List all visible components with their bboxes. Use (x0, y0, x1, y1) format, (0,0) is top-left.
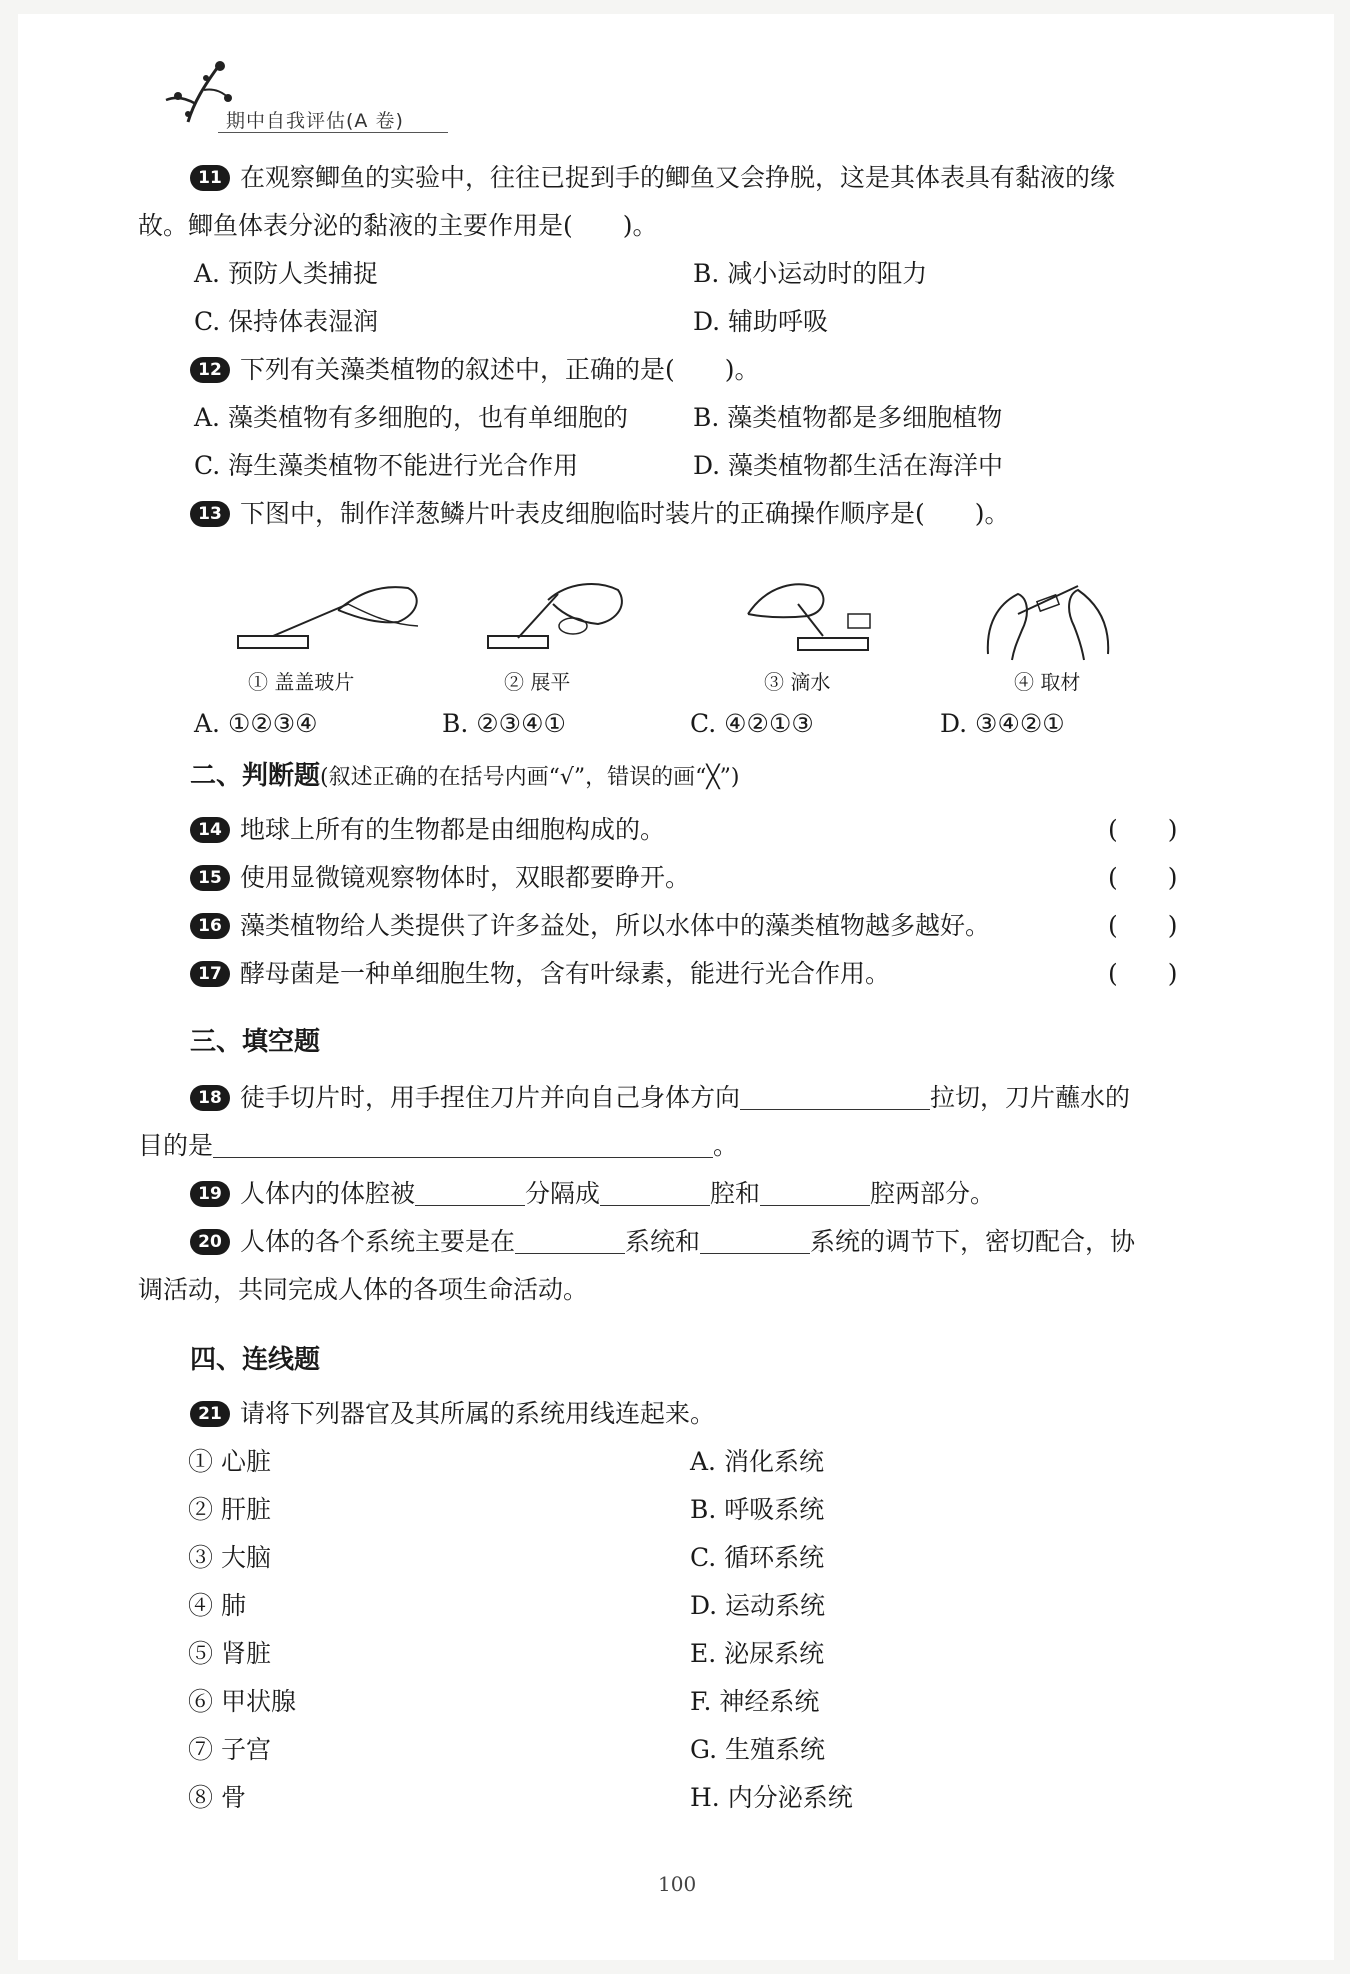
organ-4[interactable]: ④ 肺 (188, 1591, 246, 1620)
q13-line: 13 下图中，制作洋葱鳞片叶表皮细胞临时装片的正确操作顺序是( )。 (190, 496, 1010, 532)
q11-line1: 11 在观察鲫鱼的实验中，往往已捉到手的鲫鱼又会挣脱，这是其体表具有黏液的缘 (190, 160, 1115, 196)
q11-line2: 故。鲫鱼体表分泌的黏液的主要作用是( )。 (138, 211, 658, 240)
figure-label-4: ④ 取材 (1014, 670, 1081, 694)
system-h[interactable]: H. 内分泌系统 (690, 1783, 853, 1812)
organ-8[interactable]: ⑧ 骨 (188, 1783, 246, 1812)
q13-number: 13 (190, 501, 230, 527)
page-header (158, 52, 458, 142)
q21-line: 21 请将下列器官及其所属的系统用线连起来。 (190, 1396, 715, 1432)
section-4-heading: 四、连线题 (190, 1345, 321, 1375)
page-number: 100 (658, 1872, 697, 1896)
q11-option-c: C. 保持体表湿润 (194, 307, 379, 336)
q12-number: 12 (190, 357, 230, 383)
system-b[interactable]: B. 呼吸系统 (690, 1495, 825, 1524)
q13-option-a: A. ①②③④ (194, 709, 318, 738)
q11-number: 11 (190, 165, 230, 191)
q20-line1: 20 人体的各个系统主要是在 系统和 系统的调节下，密切配合，协 (190, 1224, 1135, 1260)
q11-option-a: A. 预防人类捕捉 (194, 259, 378, 288)
figure-label-3: ③ 滴水 (764, 670, 831, 694)
figure-label-2: ② 展平 (504, 670, 571, 694)
q17-answer-paren: ( ) (1108, 959, 1178, 988)
header-rule (218, 132, 448, 133)
q19-blank-2[interactable] (600, 1177, 710, 1206)
q12-option-b: B. 藻类植物都是多细胞植物 (693, 403, 1003, 432)
q17-line: 17 酵母菌是一种单细胞生物，含有叶绿素，能进行光合作用。 (190, 956, 890, 992)
q18-blank-1[interactable] (740, 1081, 930, 1110)
figure-drop-water (728, 574, 898, 664)
q20-blank-2[interactable] (700, 1225, 810, 1254)
system-f[interactable]: F. 神经系统 (690, 1687, 820, 1716)
system-d[interactable]: D. 运动系统 (690, 1591, 826, 1620)
organ-7[interactable]: ⑦ 子宫 (188, 1735, 271, 1764)
q19-blank-3[interactable] (760, 1177, 870, 1206)
q16-answer-paren: ( ) (1108, 911, 1178, 940)
q14-answer-paren: ( ) (1108, 815, 1178, 844)
q15-answer-paren: ( ) (1108, 863, 1178, 892)
q18-line1: 18 徒手切片时，用手捏住刀片并向自己身体方向 拉切，刀片蘸水的 (190, 1080, 1130, 1116)
system-g[interactable]: G. 生殖系统 (690, 1735, 825, 1764)
header-title: 期中自我评估(A 卷) (226, 110, 404, 132)
q18-line2: 目的是 。 (138, 1131, 739, 1160)
q13-option-b: B. ②③④① (442, 709, 566, 738)
q12-line: 12 下列有关藻类植物的叙述中，正确的是( )。 (190, 352, 760, 388)
page (18, 14, 1334, 1960)
organ-5[interactable]: ⑤ 肾脏 (188, 1639, 271, 1668)
figure-cover-slip (228, 574, 428, 664)
q12-option-a: A. 藻类植物有多细胞的，也有单细胞的 (194, 403, 628, 432)
system-a[interactable]: A. 消化系统 (690, 1447, 824, 1476)
figure-take-material (978, 574, 1118, 664)
section-3-heading: 三、填空题 (190, 1027, 321, 1057)
system-c[interactable]: C. 循环系统 (690, 1543, 825, 1572)
q11-option-d: D. 辅助呼吸 (693, 307, 829, 336)
q16-line: 16 藻类植物给人类提供了许多益处，所以水体中的藻类植物越多越好。 (190, 908, 990, 944)
q18-blank-2[interactable] (213, 1129, 713, 1158)
q20-line2: 调活动，共同完成人体的各项生命活动。 (138, 1275, 589, 1304)
q15-line: 15 使用显微镜观察物体时，双眼都要睁开。 (190, 860, 690, 896)
organ-1[interactable]: ① 心脏 (188, 1447, 271, 1476)
q12-option-c: C. 海生藻类植物不能进行光合作用 (194, 451, 579, 480)
q13-option-c: C. ④②①③ (690, 709, 814, 738)
figure-label-1: ① 盖盖玻片 (248, 670, 355, 694)
q13-option-d: D. ③④②① (940, 709, 1065, 738)
organ-2[interactable]: ② 肝脏 (188, 1495, 271, 1524)
organ-3[interactable]: ③ 大脑 (188, 1543, 271, 1572)
q11-option-b: B. 减小运动时的阻力 (693, 259, 928, 288)
q14-line: 14 地球上所有的生物都是由细胞构成的。 (190, 812, 665, 848)
q20-blank-1[interactable] (515, 1225, 625, 1254)
q19-line: 19 人体内的体腔被 分隔成 腔和 腔两部分。 (190, 1176, 995, 1212)
organ-6[interactable]: ⑥ 甲状腺 (188, 1687, 296, 1716)
section-2-heading: 二、判断题(叙述正确的在括号内画“√”，错误的画“╳”) (190, 761, 740, 791)
figure-spread (478, 574, 648, 664)
q12-option-d: D. 藻类植物都生活在海洋中 (693, 451, 1004, 480)
q19-blank-1[interactable] (415, 1177, 525, 1206)
system-e[interactable]: E. 泌尿系统 (690, 1639, 825, 1668)
